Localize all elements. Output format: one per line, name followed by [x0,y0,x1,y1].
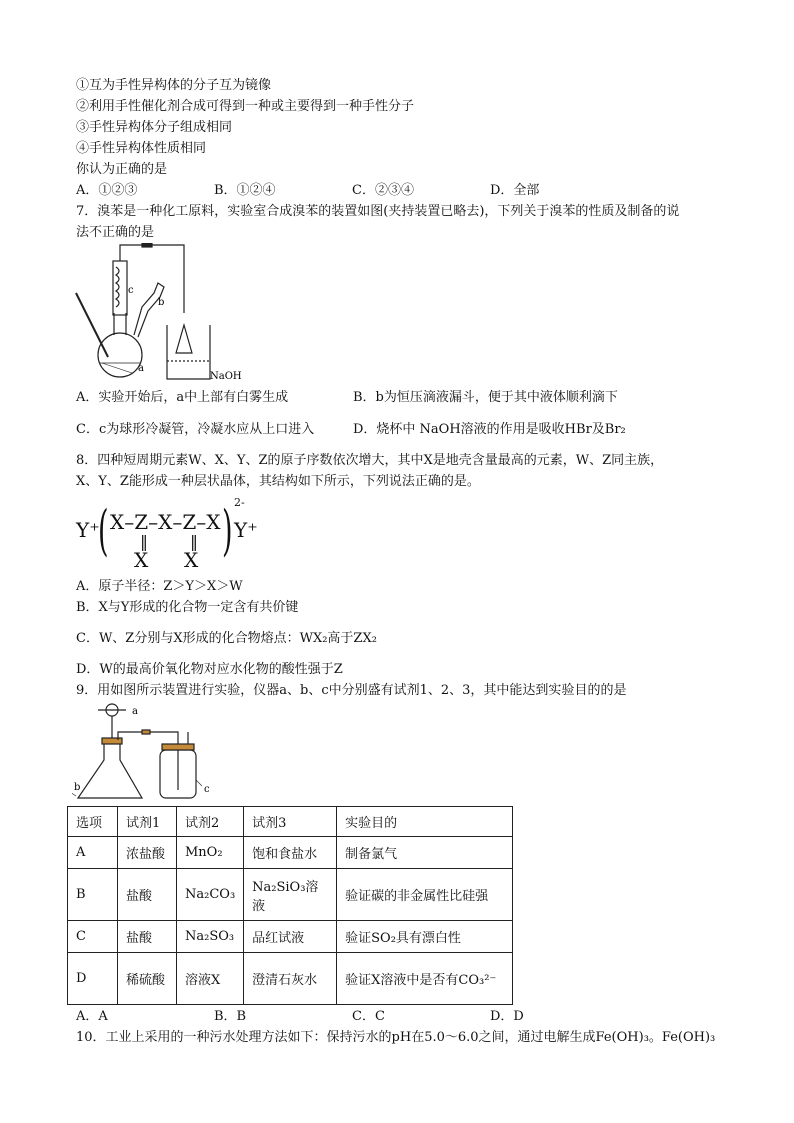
gas-generation-apparatus-figure [72,700,222,805]
header-option: 选项 [68,807,118,837]
cell-purpose: 验证碳的非金属性比硅强 [337,869,513,921]
gas-tube [120,245,184,313]
q6-prompt: 你认为正确的是 [76,162,168,177]
q8-stem-line1: 8．四种短周期元素W、X、Y、Z的原子序数依次增大，其中X是地壳含量最高的元素，W、Z同主族， [76,453,664,468]
cell-reagent-2: 溶液X [177,953,244,1005]
bromobenzene-apparatus-figure [72,243,257,383]
q6-statement-2: ②利用手性催化剂合成可得到一种或主要得到一种手性分子 [76,99,415,114]
layered-crystal-formula: Y⁺ ( X–Z–X–Z–X ‖ ‖ X X ) 2- Y⁺ [76,496,258,572]
q7-stem-line2: 法不正确的是 [76,225,155,240]
q8-option-b: B．X与Y形成的化合物一定含有共价键 [76,600,299,615]
cell-reagent-1: 稀硫酸 [118,953,177,1005]
header-reagent-2: 试剂2 [177,807,244,837]
label-b: b [74,782,81,793]
cell-purpose: 制备氯气 [337,837,513,869]
cell-reagent-1: 盐酸 [118,921,177,953]
table-row [68,837,513,869]
table-row [68,953,513,1005]
formula-chain: X–Z–X–Z–X [110,510,221,534]
formula-double-bond-1: ‖ [140,532,148,551]
cell-reagent-1: 盐酸 [118,869,177,921]
dropping-funnel-b [134,283,164,337]
round-bottom-flask [98,333,142,377]
header-reagent-3: 试剂3 [244,807,337,837]
table-header-row [68,807,513,837]
formula-y-right: Y⁺ [234,518,258,542]
cell-option: B [68,869,118,921]
q7-stem-line1: 7．溴苯是一种化工原料，实验室合成溴苯的装置如图(夹持装置已略去)，下列关于溴苯的性质及制备的说 [76,204,680,219]
label-a: a [138,363,144,374]
cell-reagent-3: 饱和食盐水 [244,837,337,869]
conical-flask-b [78,742,142,798]
q7-option-c: C．c为球形冷凝管，冷凝水应从上口进入 [76,422,315,437]
cell-reagent-1: 浓盐酸 [118,837,177,869]
q6-option-c: C．②③④ [352,183,414,198]
cell-option: A [68,837,118,869]
formula-x-2: X [184,548,199,572]
formula-charge: 2- [234,496,245,509]
q8-option-a: A．原子半径：Z＞Y＞X＞W [76,579,243,594]
cell-purpose: 验证X溶液中是否有CO₃²⁻ [337,953,513,1005]
q10-stem: 10．工业上采用的一种污水处理方法如下：保持污水的pH在5.0～6.0之间，通过电解生成Fe(OH)₃。Fe(OH)₃ [76,1030,716,1045]
q6-statement-4: ④手性异构体性质相同 [76,141,207,156]
q7-option-a: A．实验开始后，a中上部有白雾生成 [76,390,289,405]
label-a: a [132,706,138,717]
q8-option-c: C．W、Z分别与X形成的化合物熔点：WX₂高于ZX₂ [76,631,377,646]
formula-x-1: X [134,548,149,572]
cell-option: C [68,921,118,953]
q6-statement-3: ③手性异构体分子组成相同 [76,120,233,135]
q7-option-d: D．烧杯中 NaOH溶液的作用是吸收HBr及Br₂ [353,422,626,437]
cell-reagent-3: 品红试液 [244,921,337,953]
q9-option-d: D．D [490,1009,524,1024]
q9-option-c: C．C [352,1009,385,1024]
condenser-c [113,261,127,315]
label-naoh: NaOH [210,371,242,382]
header-reagent-1: 试剂1 [118,807,177,837]
q9-option-a: A．A [76,1009,108,1024]
q6-options [76,182,716,200]
q9-stem: 9．用如图所示装置进行实验，仪器a、b、c中分别盛有试剂1、2、3，其中能达到实验目的的是 [76,683,627,698]
cell-reagent-2: Na₂SO₃ [177,921,244,953]
q6-option-a: A．①②③ [76,183,138,198]
q6-option-b: B．①②④ [214,183,276,198]
formula-y-left: Y⁺ [76,518,100,542]
cell-reagent-3: 澄清石灰水 [244,953,337,1005]
q6-option-d: D．全部 [490,183,540,198]
cell-reagent-2: Na₂CO₃ [177,869,244,921]
table-row [68,869,513,921]
label-c: c [128,285,134,296]
q6-statement-1: ①互为手性异构体的分子互为镜像 [76,78,272,93]
header-purpose: 实验目的 [337,807,513,837]
q9-reagent-table [67,806,513,1005]
cell-option: D [68,953,118,1005]
q9-options [76,1008,716,1026]
beaker [167,325,210,379]
label-b: b [158,297,165,308]
q7-option-b: B．b为恒压滴液漏斗，便于其中液体顺利滴下 [353,390,618,405]
formula-double-bond-2: ‖ [190,532,198,551]
q8-stem-line2: X、Y、Z能形成一种层状晶体，其结构如下所示，下列说法正确的是。 [76,474,480,489]
label-c: c [204,784,210,795]
cell-purpose: 验证SO₂具有漂白性 [337,921,513,953]
table-row [68,921,513,953]
q9-option-b: B．B [214,1009,247,1024]
q8-option-d: D．W的最高价氧化物对应水化物的酸性强于Z [76,662,343,677]
cell-reagent-3: Na₂SiO₃溶液 [244,869,337,921]
cell-reagent-2: MnO₂ [177,837,244,869]
